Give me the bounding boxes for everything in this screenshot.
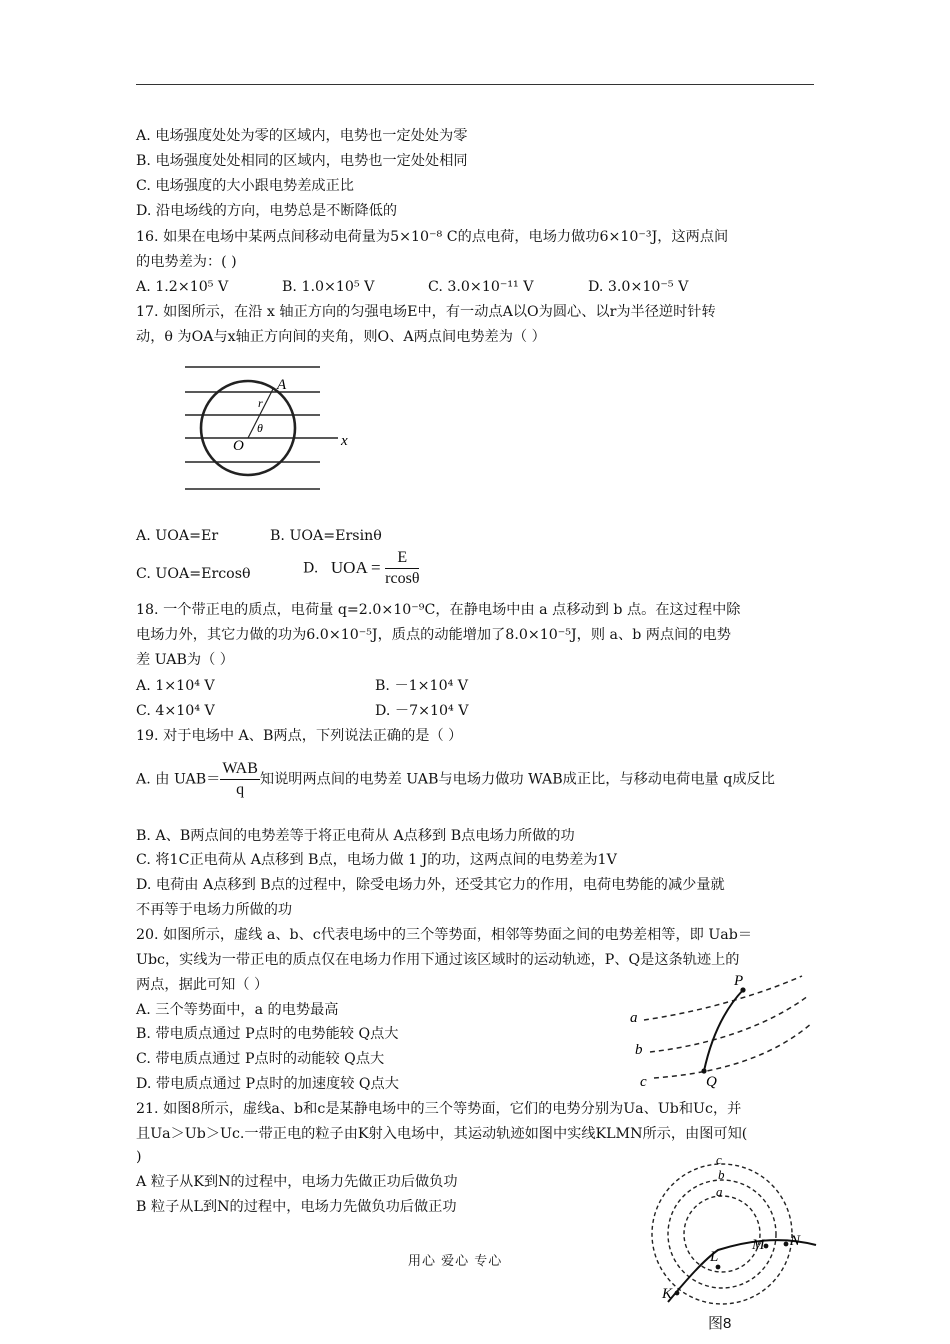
q19-option-c: C. 将1C正电荷从 A点移到 B点，电场力做 1 J的功，这两点间的电势差为1V xyxy=(136,852,617,868)
q18-option-c: C. 4×10⁴ V xyxy=(136,703,215,719)
q21-stem-line2: 且Ua＞Ub＞Uc.一带正电的粒子由K射入电场中，其运动轨迹如图中实线KLMN所示，由图可知( xyxy=(136,1126,748,1142)
q17-stem-line2: 动，θ 为OA与x轴正方向间的夹角，则O、A两点间电势差为（ ） xyxy=(136,329,546,345)
q15-option-b: B. 电场强度处处相同的区域内，电势也一定处处相同 xyxy=(136,153,468,169)
fig-label-a: a xyxy=(630,1010,638,1026)
q18-option-d: D. －7×10⁴ V xyxy=(375,703,469,719)
q16-options xyxy=(136,278,688,296)
fig-label-k: K xyxy=(662,1286,673,1302)
q19-option-a: A. 由 UAB＝ $\frac{\text{WAB}}{q}$ 知说明两点间的电势差 UAB与电场力做功 WAB成正比，与移动电荷电量 q成反比 xyxy=(136,760,775,798)
fig-label-a: a xyxy=(716,1184,723,1199)
q20-stem-line1: 20. 如图所示，虚线 a、b、c代表电场中的三个等势面，相邻等势面之间的电势差相等，即 Uab＝ xyxy=(136,927,753,943)
fig-label-a: A xyxy=(277,377,287,393)
equipotential-c xyxy=(654,1023,812,1078)
q19-option-d-line2: 不再等于电场力所做的功 xyxy=(136,902,293,918)
q20-option-a: A. 三个等势面中，a 的电势最高 xyxy=(136,1002,339,1018)
q21-option-b: B 粒子从L到N的过程中，电场力先做负功后做正功 xyxy=(136,1199,457,1215)
page-footer: 用心 爱心 专心 xyxy=(408,1254,503,1269)
point-n xyxy=(784,1242,789,1247)
q17-d-lhs: UOA = xyxy=(330,557,381,577)
fig-label-m: M xyxy=(752,1237,765,1253)
fig-label-n: N xyxy=(790,1233,801,1249)
q19-stem: 19. 对于电场中 A、B两点，下列说法正确的是（ ） xyxy=(136,728,463,744)
fig-label-b: b xyxy=(635,1042,643,1058)
q20-option-d: D. 带电质点通过 P点时的加速度较 Q点大 xyxy=(136,1076,399,1092)
fig-label-b: b xyxy=(718,1167,725,1182)
q21-stem-line3: ) xyxy=(136,1149,142,1165)
header-rule xyxy=(136,84,814,85)
q18-stem-line3: 差 UAB为（ ） xyxy=(136,652,234,668)
q16-option-b: B. 1.0×10⁵ V xyxy=(282,279,375,295)
q21-figure xyxy=(648,1150,820,1312)
trajectory xyxy=(704,990,743,1071)
q16-option-c: C. 3.0×10⁻¹¹ V xyxy=(428,279,534,295)
q17-option-a: A. UOA=Er xyxy=(136,528,219,544)
fig-label-c: c xyxy=(640,1074,647,1090)
fig-label-theta: θ xyxy=(257,421,263,435)
fig-label-c: c xyxy=(716,1152,722,1167)
q20-option-b: B. 带电质点通过 P点时的电势能较 Q点大 xyxy=(136,1026,399,1042)
fig-label-r: r xyxy=(258,396,263,410)
q20-figure xyxy=(622,968,817,1090)
q17-option-b: B. UOA=Ersinθ xyxy=(270,528,382,544)
q17-stem-line1: 17. 如图所示，在沿 x 轴正方向的匀强电场E中，有一动点A以O为圆心、以r为半径逆时针转 xyxy=(136,304,716,320)
q15-option-d: D. 沿电场线的方向，电势总是不断降低的 xyxy=(136,203,398,219)
q15-option-c: C. 电场强度的大小跟电势差成正比 xyxy=(136,178,354,194)
point-l xyxy=(716,1265,721,1270)
equipotential-a xyxy=(684,1196,760,1272)
trajectory-klmn xyxy=(668,1240,816,1302)
q18-option-a: A. 1×10⁴ V xyxy=(136,678,215,694)
point-k xyxy=(675,1291,680,1296)
q17-option-d: D. UOA = $\frac{E}{rcos\theta}$ xyxy=(303,549,420,587)
q20-option-c: C. 带电质点通过 P点时的动能较 Q点大 xyxy=(136,1051,385,1067)
q21-stem-line1: 21. 如图8所示，虚线a、b和c是某静电场中的三个等势面，它们的电势分别为Ua、Ub和Uc，并 xyxy=(136,1101,742,1117)
q17-figure xyxy=(180,357,360,497)
q19-a-fraction: $\frac{\text{WAB}}{q}$ xyxy=(222,760,258,798)
q16-stem-line2: 的电势差为：( ) xyxy=(136,254,237,270)
q19-option-b: B. A、B两点间的电势差等于将正电荷从 A点移到 B点电场力所做的功 xyxy=(136,828,575,844)
q16-stem-line1: 16. 如果在电场中某两点间移动电荷量为5×10⁻⁸ C的点电荷，电场力做功6×10⁻³J，这两点间 xyxy=(136,229,729,245)
q16-option-d: D. 3.0×10⁻⁵ V xyxy=(588,279,689,295)
fig-label-o: O xyxy=(233,438,244,454)
q17-d-fraction: $\frac{E}{rcos\theta}$ xyxy=(385,549,420,587)
q20-stem-line3: 两点，据此可知（ ） xyxy=(136,977,269,993)
equipotential-a xyxy=(644,976,802,1020)
q18-stem-line1: 18. 一个带正电的质点，电荷量 q=2.0×10⁻⁹C，在静电场中由 a 点移动到 b 点。在这过程中除 xyxy=(136,602,741,618)
q15-option-a: A. 电场强度处处为零的区域内，电势也一定处处为零 xyxy=(136,128,468,144)
q20-stem-line2: Ubc，实线为一带正电的质点仅在电场力作用下通过该区域时的运动轨迹，P、Q是这条轨迹上的 xyxy=(136,952,740,968)
q18-stem-line2: 电场力外，其它力做的功为6.0×10⁻⁵J，质点的动能增加了8.0×10⁻⁵J，则 a、b 两点间的电势 xyxy=(136,627,731,643)
rotation-circle xyxy=(201,381,295,475)
point-q xyxy=(701,1068,706,1073)
q19-option-d-line1: D. 电荷由 A点移到 B点的过程中，除受电场力外，还受其它力的作用，电荷电势能的减少量就 xyxy=(136,877,725,893)
fig-label-x: x xyxy=(341,433,348,449)
fig-label-l: L xyxy=(710,1249,719,1265)
q17-option-c: C. UOA=Ercosθ xyxy=(136,566,251,582)
fig-label-q: Q xyxy=(706,1074,717,1090)
q21-figure-caption: 图8 xyxy=(708,1315,732,1332)
fig-label-p: P xyxy=(734,973,744,989)
q21-option-a: A 粒子从K到N的过程中，电场力先做正功后做负功 xyxy=(136,1174,458,1190)
q16-option-a: A. 1.2×10⁵ V xyxy=(136,279,229,295)
q18-option-b: B. －1×10⁴ V xyxy=(375,678,469,694)
